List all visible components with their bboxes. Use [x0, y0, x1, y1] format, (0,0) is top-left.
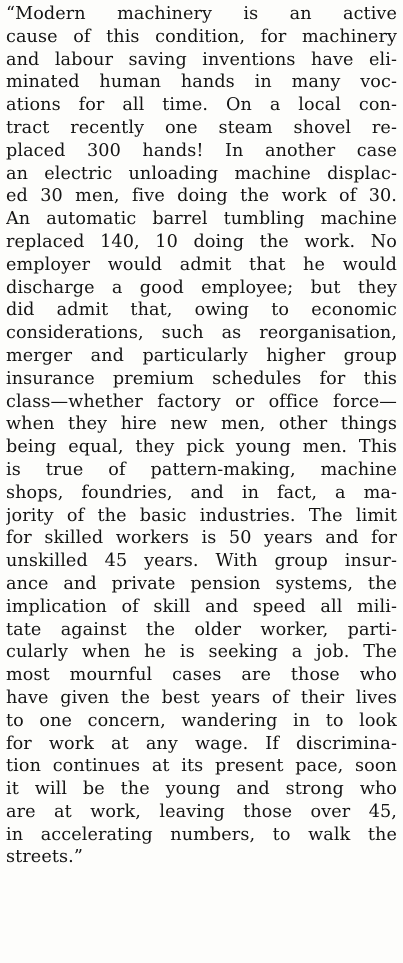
text-line: An automatic barrel tumbling machine — [6, 209, 397, 230]
text-line: placed 300 hands! In another case — [6, 140, 397, 161]
text-line: cularly when he is seeking a job. The — [6, 642, 397, 663]
text-line: have given the best years of their lives — [6, 687, 397, 708]
text-line: ations for all time. On a local con- — [6, 95, 397, 116]
text-line: it will be the young and strong who — [6, 779, 397, 800]
text-line: employer would admit that he would — [6, 254, 397, 275]
text-line: being equal, they pick young men. This — [6, 437, 397, 458]
text-line: did admit that, owing to economic — [6, 300, 397, 321]
text-line: most mournful cases are those who — [6, 665, 397, 686]
text-line: shops, foundries, and in fact, a ma- — [6, 482, 397, 503]
text-line: considerations, such as reorganisation, — [6, 323, 397, 344]
text-line: replaced 140, 10 doing the work. No — [6, 231, 397, 252]
text-line: “Modern machinery is an active — [6, 4, 397, 24]
text-line: tract recently one steam shovel re- — [6, 117, 397, 138]
text-line: to one concern, wandering in to look — [6, 710, 397, 731]
text-line: and labour saving inventions have eli- — [6, 49, 397, 70]
text-line: in accelerating numbers, to walk the — [6, 824, 397, 845]
text-line: is true of pattern-making, machine — [6, 459, 397, 480]
text-line: when they hire new men, other things — [6, 414, 397, 435]
text-line: discharge a good employee; but they — [6, 277, 397, 298]
text-line: tate against the older worker, parti- — [6, 619, 397, 640]
text-line: ed 30 men, five doing the work of 30. — [6, 186, 397, 207]
text-line: insurance premium schedules for this — [6, 368, 397, 389]
text-line: ance and private pension systems, the — [6, 573, 397, 594]
text-line: cause of this condition, for machinery — [6, 26, 397, 47]
text-line: implication of skill and speed all mili- — [6, 596, 397, 617]
text-line: for skilled workers is 50 years and for — [6, 528, 397, 549]
text-line: tion continues at its present pace, soon — [6, 756, 397, 777]
text-line: are at work, leaving those over 45, — [6, 801, 397, 822]
text-line: jority of the basic industries. The limit — [6, 505, 397, 526]
text-line: merger and particularly higher group — [6, 345, 397, 366]
text-line: minated human hands in many voc- — [6, 72, 397, 93]
text-line: streets.” — [6, 847, 83, 868]
text-line: class—whether factory or office force— — [6, 391, 397, 412]
text-line: for work at any wage. If discrimina- — [6, 733, 397, 754]
text-line: unskilled 45 years. With group insur- — [6, 551, 397, 572]
text-line: an electric unloading machine displac- — [6, 163, 397, 184]
